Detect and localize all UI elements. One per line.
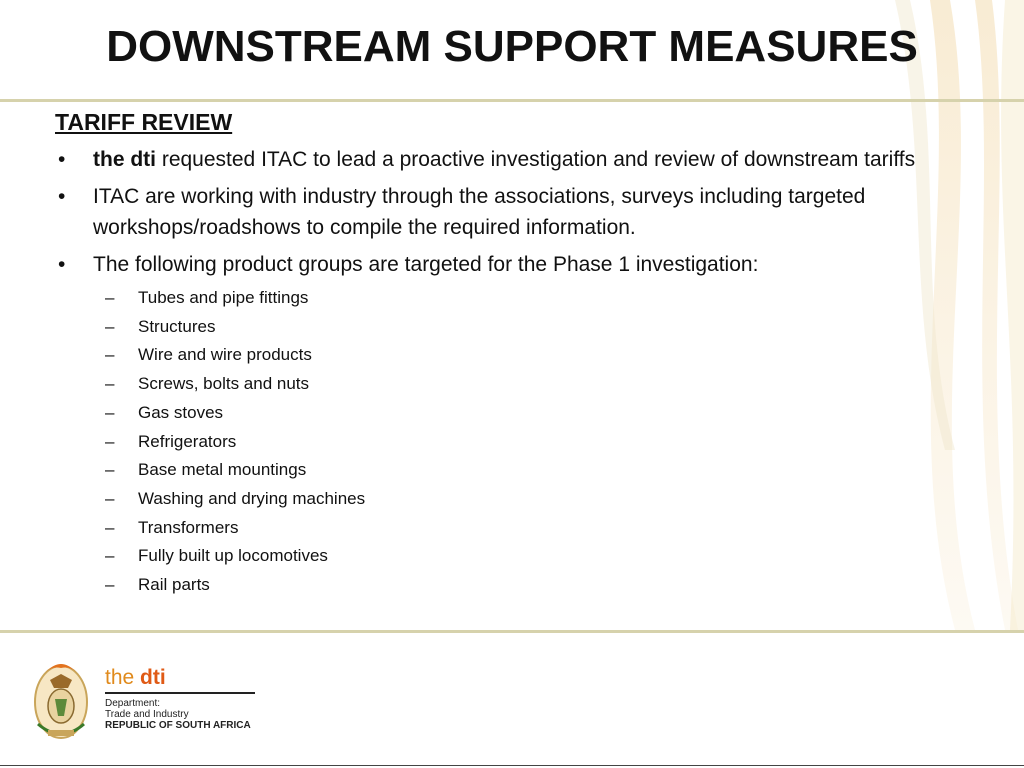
dash-icon: – xyxy=(105,316,115,336)
list-item xyxy=(105,428,975,457)
list-item-label: Tubes and pipe fittings xyxy=(138,288,309,307)
dash-icon: – xyxy=(105,488,115,508)
bullet-item xyxy=(55,144,975,175)
list-item-label: Rail parts xyxy=(138,575,210,595)
bullet-icon: • xyxy=(58,185,66,208)
bullet-text: ITAC are working with industry through the associations, surveys including targeted workshops/roadshows to compile the required information. xyxy=(93,185,866,239)
bullet-bold-prefix: the dti xyxy=(93,148,156,171)
title-divider xyxy=(0,99,1024,102)
list-item xyxy=(105,485,975,514)
list-item xyxy=(105,341,975,370)
list-item xyxy=(105,313,975,342)
slide-title: DOWNSTREAM SUPPORT MEASURES xyxy=(106,22,918,71)
dti-logo xyxy=(30,652,270,747)
list-item-label: Gas stoves xyxy=(138,402,224,422)
list-item xyxy=(105,399,975,428)
list-item-label: Fully built up locomotives xyxy=(138,546,328,566)
list-item-label: Transformers xyxy=(138,517,239,537)
list-item-label: Structures xyxy=(138,316,216,336)
list-item-label: Screws, bolts and nuts xyxy=(138,374,310,394)
dash-icon: – xyxy=(105,517,115,537)
dash-icon: – xyxy=(105,575,115,595)
logo-dti: dti xyxy=(140,666,166,689)
list-item-label: Wire and wire products xyxy=(138,345,312,365)
dash-icon: – xyxy=(105,460,115,480)
bullet-text: The following product groups are targeted for the Phase 1 investigation: xyxy=(93,253,759,276)
dash-icon: – xyxy=(105,402,115,422)
list-item-label: Washing and drying machines xyxy=(138,488,366,508)
logo-the: the xyxy=(105,666,135,689)
list-item-label: Base metal mountings xyxy=(138,460,307,480)
list-item xyxy=(105,514,975,543)
list-item xyxy=(105,542,975,571)
list-item xyxy=(105,571,975,600)
bullet-icon: • xyxy=(58,148,66,171)
slide-content xyxy=(55,109,975,606)
dash-icon: – xyxy=(105,546,115,566)
list-item xyxy=(105,370,975,399)
product-group-list xyxy=(105,284,975,600)
dept-country: REPUBLIC OF SOUTH AFRICA xyxy=(105,720,251,731)
dept-line: Department: xyxy=(105,698,161,709)
logo-underline xyxy=(105,692,255,694)
bullet-item xyxy=(55,181,975,243)
list-item-label: Refrigerators xyxy=(138,431,237,451)
dash-icon: – xyxy=(105,374,115,394)
dash-icon: – xyxy=(105,345,115,365)
bullet-text: requested ITAC to lead a proactive investigation and review of downstream tariffs xyxy=(156,148,916,171)
footer-divider xyxy=(0,630,1024,633)
coat-of-arms-icon xyxy=(30,654,92,742)
department-text xyxy=(105,698,251,731)
dash-icon: – xyxy=(105,288,115,307)
dept-line: Trade and Industry xyxy=(105,709,189,720)
section-heading: TARIFF REVIEW xyxy=(55,109,233,135)
list-item xyxy=(105,284,975,313)
dash-icon: – xyxy=(105,431,115,451)
bullet-item xyxy=(55,249,975,600)
footer-bottom-line xyxy=(0,765,1024,766)
bullet-icon: • xyxy=(58,253,66,276)
list-item xyxy=(105,456,975,485)
dti-wordmark xyxy=(105,666,166,690)
